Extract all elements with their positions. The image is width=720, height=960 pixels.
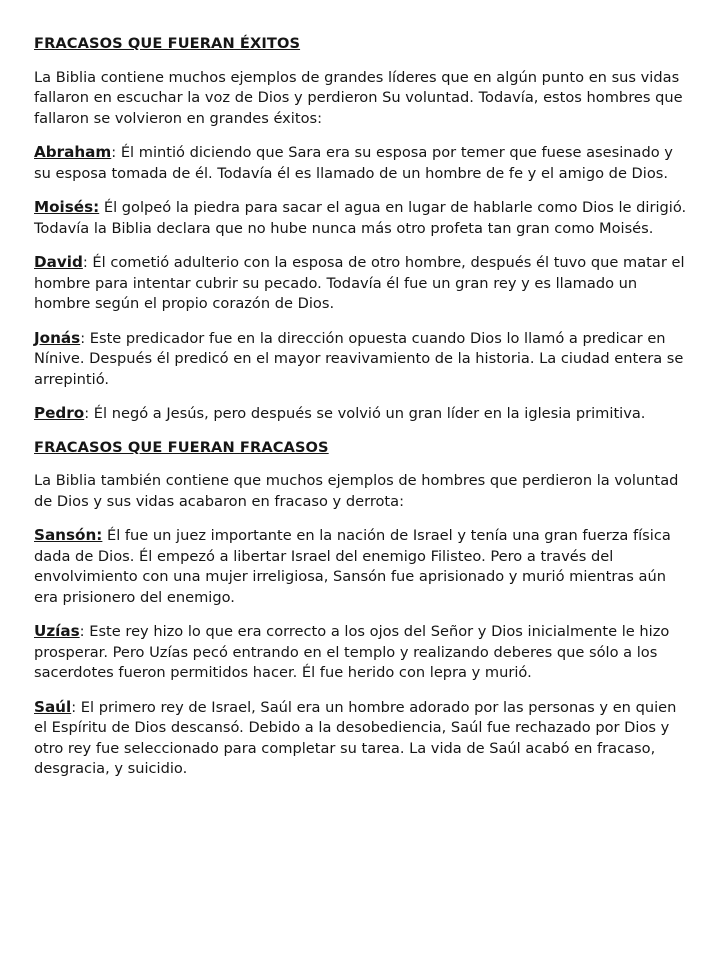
entry-sanson xyxy=(34,525,692,608)
entry-name: David xyxy=(34,253,83,271)
entry-abraham xyxy=(34,142,692,184)
entry-name: Jonás xyxy=(34,328,81,347)
entry-name: Moisés: xyxy=(34,198,100,216)
section-intro-failures: La Biblia también contiene que muchos ejemplos de hombres que perdieron la voluntad de Dios y sus vidas acabaron en fracaso y derrota: xyxy=(34,472,679,510)
entry-name: Uzías xyxy=(34,622,80,640)
entry-saul xyxy=(34,697,692,780)
entry-text: El primero rey de Israel, Saúl era un hombre adorado por las personas y en quien el Espíritu de Dios descansó. Debido a la desobediencia, Saúl fue rechazado por Dios y otro rey fue seleccionado para completar su tarea. La vida de Saúl acabó en fracaso, desgracia, y suicidio. xyxy=(34,698,677,777)
entry-pedro xyxy=(34,403,692,425)
entry-text: Este rey hizo lo que era correcto a los ojos del Señor y Dios inicialmente le hizo prosperar. Pero Uzías pecó entrando en el templo y realizando deberes que sólo a los sacerdotes fueron permitidos hacer. Él fue herido con lepra y murió. xyxy=(34,623,670,681)
entry-separator: : xyxy=(71,698,77,716)
section-intro-successes: La Biblia contiene muchos ejemplos de grandes líderes que en algún punto en sus vidas fallaron en escuchar la voz de Dios y perdieron Su voluntad. Todavía, estos hombres que fallaron se volvieron en grandes éxitos: xyxy=(34,68,683,127)
entry-separator: : xyxy=(111,144,117,161)
entry-text: Él negó a Jesús, pero después se volvió un gran líder en la iglesia primitiva. xyxy=(89,405,646,422)
entry-uzias xyxy=(34,621,692,684)
entry-separator: : xyxy=(79,623,85,640)
entry-name: Abraham xyxy=(34,143,112,161)
entry-separator: : xyxy=(84,405,90,422)
entry-text: Él cometió adulterio con la esposa de otro hombre, después él tuvo que matar el hombre para intentar cubrir su pecado. Todavía él fue un gran rey y es llamado un hombre según el propio corazón de Dios. xyxy=(34,254,685,312)
entry-text: Él golpeó la piedra para sacar el agua en lugar de hablarle como Dios le dirigió. Todavía la Biblia declara que no hube nunca más otro profeta tan gran como Moisés. xyxy=(34,199,687,237)
entry-text: Él mintió diciendo que Sara era su esposa por temer que fuese asesinado y su esposa tomada de él. Todavía él es llamado de un hombre de fe y el amigo de Dios. xyxy=(34,144,673,182)
entry-david xyxy=(34,252,692,315)
entry-separator: : xyxy=(80,329,86,347)
entry-jonas xyxy=(34,328,692,391)
entry-text: Él fue un juez importante en la nación de Israel y tenía una gran fuerza física dada de Dios. Él empezó a libertar Israel del enemigo Filisteo. Pero a través del envolvimiento con una mujer irreligiosa, Sansón fue aprisionado y murió mientras aún era prisionero del enemigo. xyxy=(34,527,671,606)
entry-name: Sansón: xyxy=(34,526,103,544)
entry-name: Pedro xyxy=(34,404,85,422)
entry-separator: : xyxy=(82,254,88,271)
entry-name: Saúl xyxy=(34,697,72,716)
section-heading-successes: FRACASOS QUE FUERAN ÉXITOS xyxy=(34,35,301,52)
section-heading-failures: FRACASOS QUE FUERAN FRACASOS xyxy=(34,438,329,456)
entry-text: Este predicador fue en la dirección opuesta cuando Dios lo llamó a predicar en Nínive. Después él predicó en el mayor reavivamiento de la historia. La ciudad entera se arrepintió. xyxy=(34,329,684,388)
entry-moises xyxy=(34,197,692,239)
